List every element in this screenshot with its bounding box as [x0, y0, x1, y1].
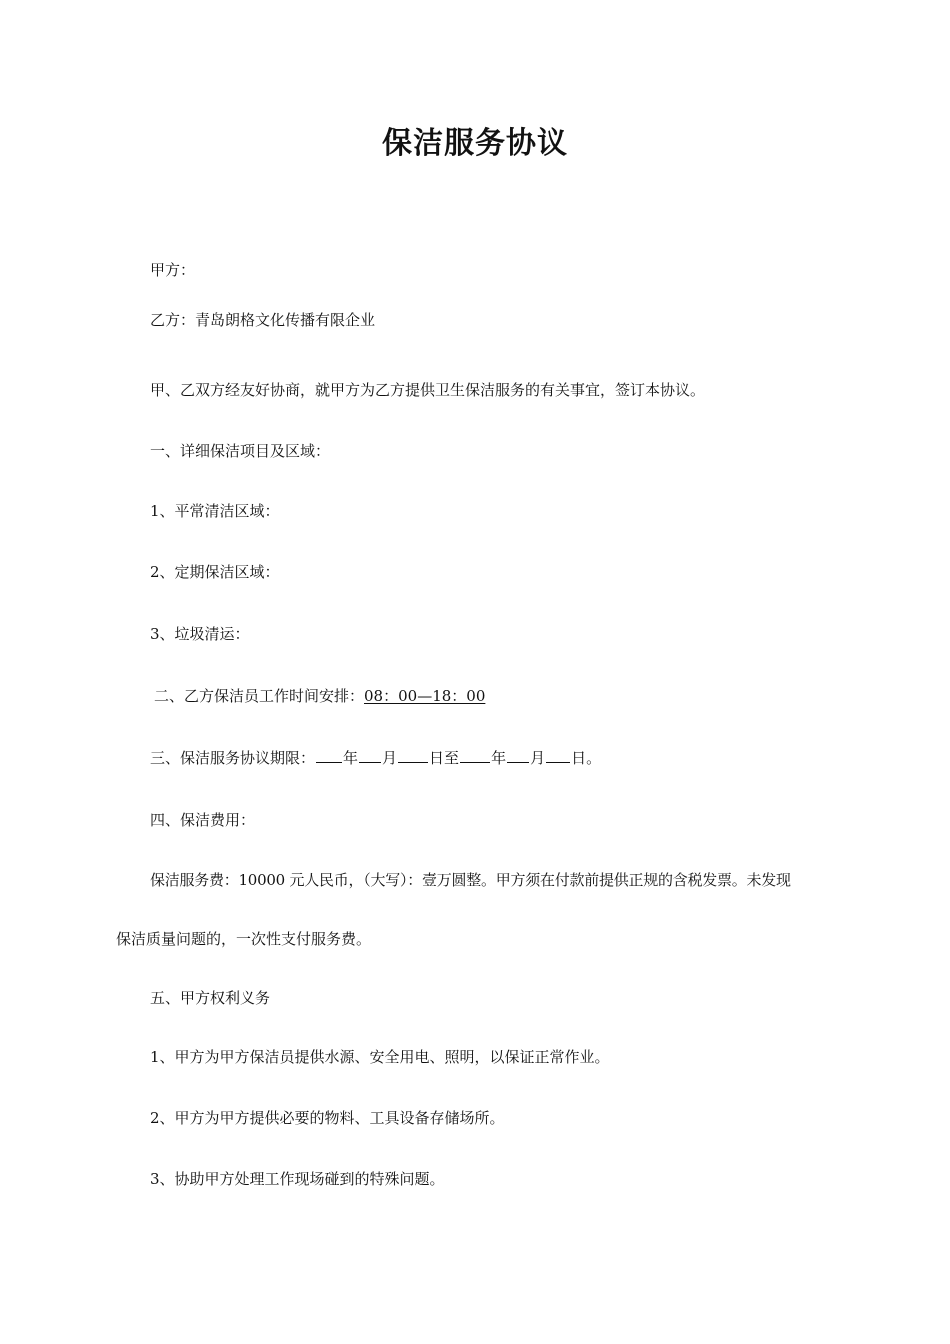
blank-start-year: [316, 748, 342, 763]
label-month-2: 月: [530, 749, 546, 767]
section1-item-3: 3、垃圾清运：: [150, 625, 250, 643]
section5-item-1: 1、甲方为甲方保洁员提供水源、安全用电、照明，以保证正常作业。: [150, 1048, 610, 1066]
blank-end-day: [546, 748, 570, 763]
section2-line: [154, 686, 485, 706]
section1-item-1: 1、平常清洁区域：: [150, 502, 280, 520]
section4-heading: 四、保洁费用：: [150, 811, 256, 829]
section1-heading: 一、详细保洁项目及区域：: [150, 442, 331, 460]
fee-paragraph-line-1: 保洁服务费：10000 元人民币，（大写）：壹万圆整。甲方须在付款前提供正规的含税发票。未发现: [150, 871, 791, 889]
section5-item-3: 3、协助甲方处理工作现场碰到的特殊问题。: [150, 1170, 445, 1188]
document-title: 保洁服务协议: [382, 126, 568, 161]
label-year-1: 年: [343, 749, 359, 767]
party-a-line: 甲方：: [150, 261, 196, 279]
section3-prefix: 三、保洁服务协议期限：: [150, 749, 316, 767]
section3-line: [150, 748, 601, 768]
label-day-end: 日。: [571, 749, 602, 767]
section5-heading: 五、甲方权利义务: [150, 989, 271, 1007]
blank-end-year: [460, 748, 490, 763]
fee-paragraph-line-2: 保洁质量问题的，一次性支付服务费。: [116, 930, 372, 948]
label-month-1: 月: [382, 749, 398, 767]
section2-prefix: 二、乙方保洁员工作时间安排：: [154, 687, 365, 705]
blank-start-day: [398, 748, 428, 763]
section5-item-2: 2、甲方为甲方提供必要的物料、工具设备存储场所。: [150, 1109, 505, 1127]
party-b-line: 乙方：青岛朗格文化传播有限企业: [150, 311, 376, 329]
label-year-2: 年: [491, 749, 507, 767]
label-day-to: 日至: [429, 749, 460, 767]
blank-start-month: [359, 748, 381, 763]
section1-item-2: 2、定期保洁区域：: [150, 563, 280, 581]
work-time-value: 08：00—18：00: [364, 687, 486, 705]
intro-paragraph: 甲、乙双方经友好协商，就甲方为乙方提供卫生保洁服务的有关事宜，签订本协议。: [150, 381, 706, 399]
blank-end-month: [507, 748, 529, 763]
